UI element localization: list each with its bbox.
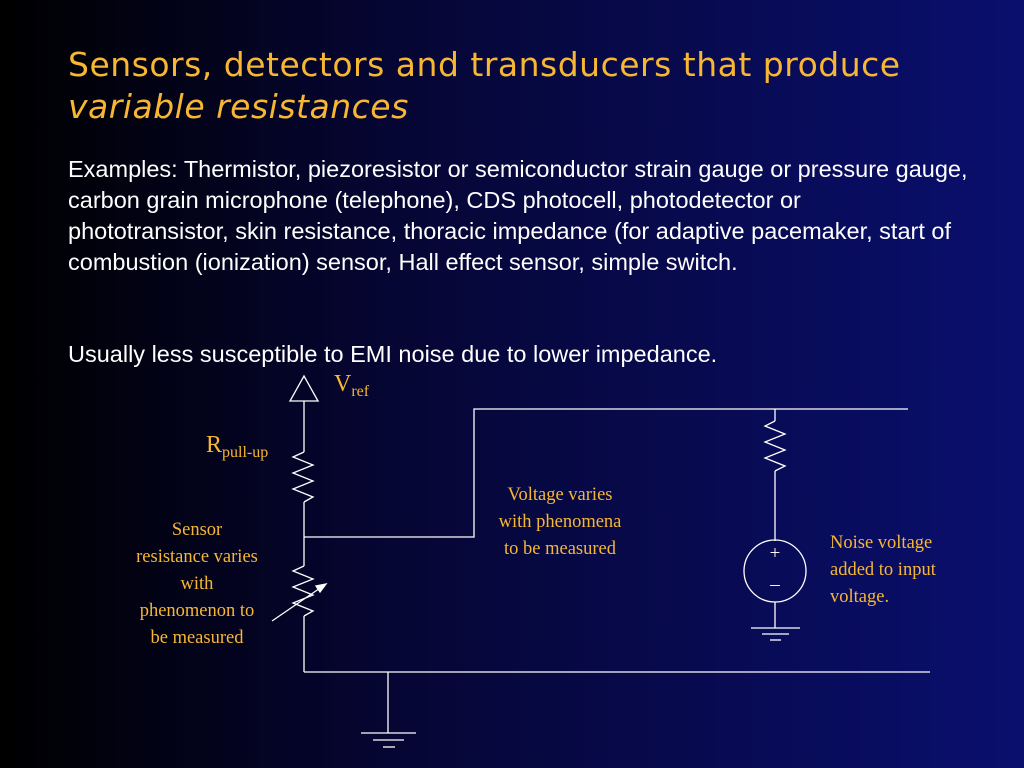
- rpullup-label: [206, 431, 268, 467]
- sensor-resistor: [293, 566, 313, 616]
- examples-paragraph: Examples: Thermistor, piezoresistor or semiconductor strain gauge or pressure gauge, carbon grain microphone (telephone), CDS photocell, photodetector or phototransistor, skin resistance, thoracic impedance (for adaptive pacemaker, start of combustion (ionization) sensor, Hall effect sensor, simple switch.: [68, 156, 968, 275]
- minus-sign: –: [770, 574, 780, 595]
- voltage-varies-label: Voltage varies with phenomena to be measured: [498, 485, 622, 559]
- sensor-resistance-label: Sensor resistance varies with phenomenon to be measured: [136, 520, 258, 648]
- vref-main-text: V: [334, 371, 352, 397]
- vref-sub-text: ref: [351, 383, 370, 400]
- pullup-resistor: [293, 452, 313, 502]
- vref-triangle: [290, 376, 318, 401]
- title-line-1: Sensors, detectors and transducers that produce: [68, 45, 901, 84]
- noise-voltage-label: Noise voltage added to input voltage.: [830, 533, 936, 607]
- emi-note-paragraph: Usually less susceptible to EMI noise due to lower impedance.: [68, 341, 718, 367]
- sensor-arrow-head: [316, 584, 326, 592]
- rpullup-sub-text: pull-up: [222, 444, 269, 461]
- rpullup-main-text: R: [206, 432, 223, 458]
- noise-resistor: [765, 421, 785, 471]
- plus-sign: +: [769, 543, 781, 564]
- title-line-2: variable resistances: [68, 87, 409, 126]
- vref-label: [334, 370, 369, 406]
